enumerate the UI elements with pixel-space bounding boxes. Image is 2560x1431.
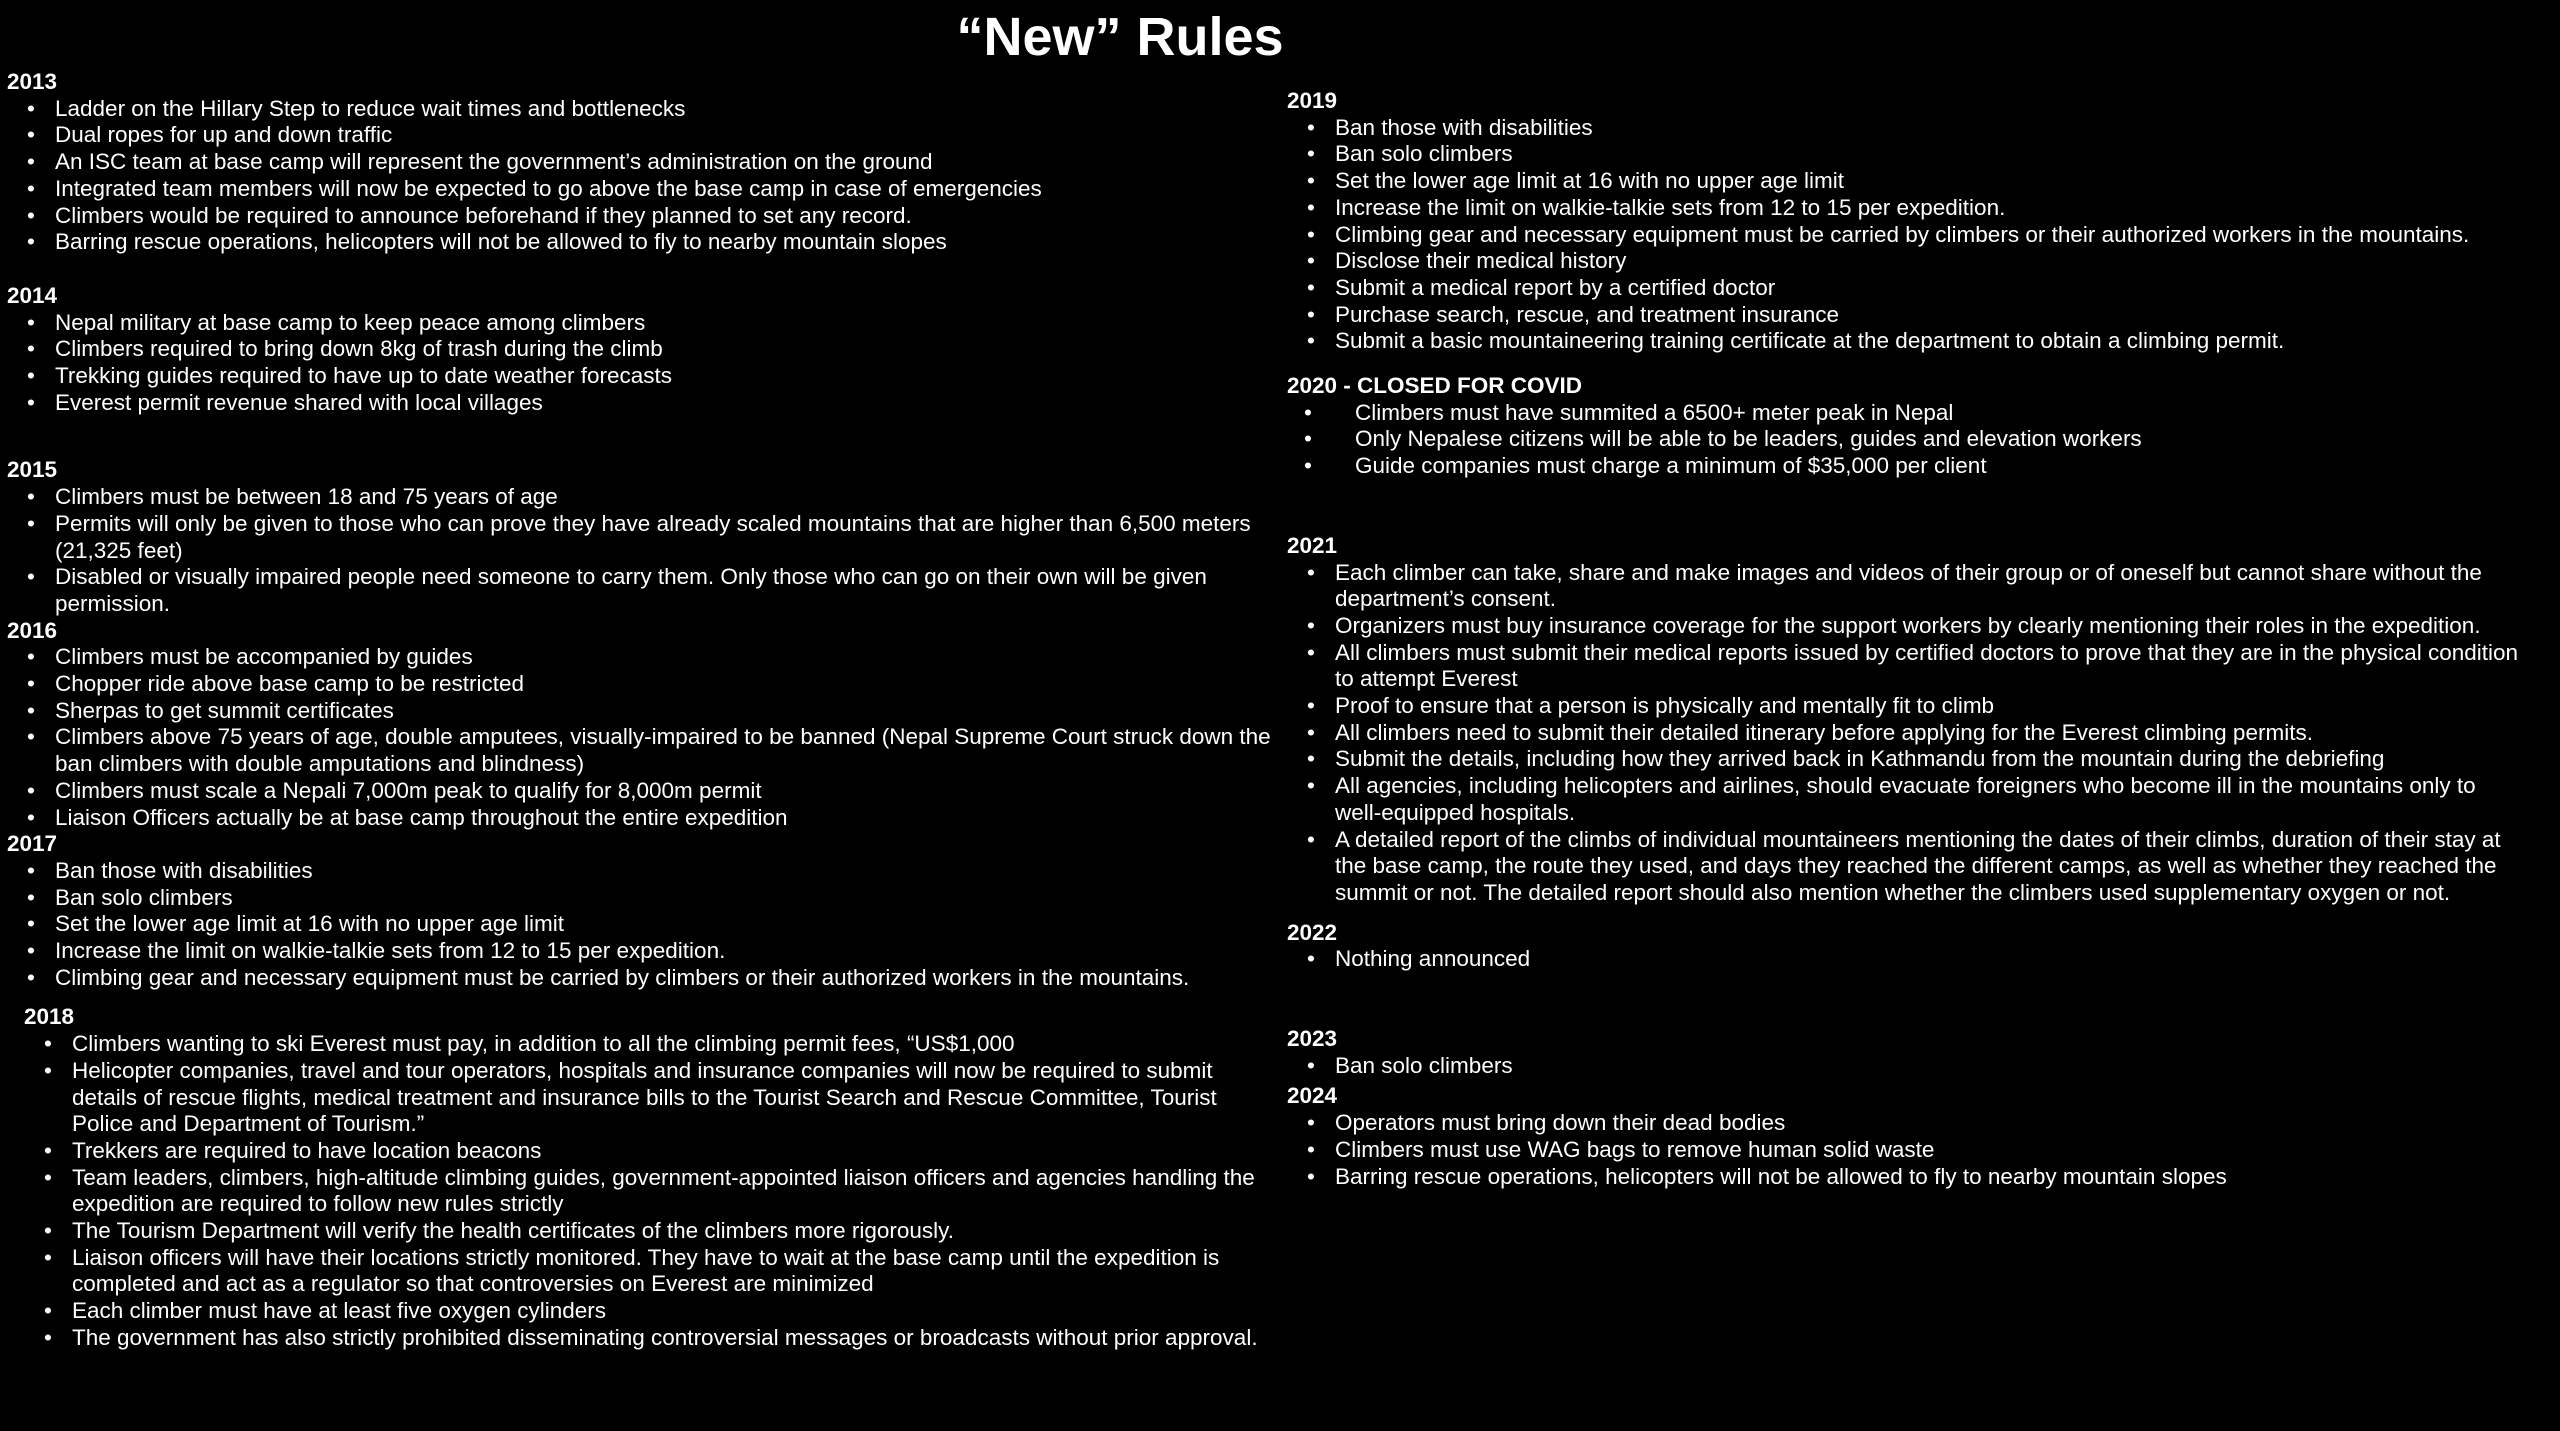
rule-text: Submit the details, including how they arrived back in Kathmandu from the mountain during the debriefing <box>1335 746 2385 772</box>
rule-list <box>1287 1110 2527 1190</box>
year-section-2018 <box>7 1004 1277 1351</box>
bullet-icon: • <box>27 229 35 255</box>
rule-text: Set the lower age limit at 16 with no upper age limit <box>55 911 565 937</box>
rule-item <box>7 698 1277 725</box>
rule-text: Climbers must be between 18 and 75 years of age <box>55 484 558 510</box>
rule-text: Climbers would be required to announce beforehand if they planned to set any record. <box>55 202 912 228</box>
bullet-icon: • <box>27 777 35 803</box>
rule-item <box>7 149 1277 176</box>
rule-item <box>1287 720 2527 747</box>
rule-text: Permits will only be given to those who can prove they have already scaled mountains that are higher than 6,500 meters (21,325 feet) <box>55 510 1251 563</box>
rule-item <box>7 176 1277 203</box>
rule-text: Ban solo climbers <box>1335 1052 1513 1078</box>
rule-item <box>1287 773 2527 826</box>
rule-item <box>7 965 1277 992</box>
bullet-icon: • <box>27 336 35 362</box>
rule-item <box>7 1325 1277 1352</box>
year-heading: 2016 <box>7 617 58 643</box>
rule-item <box>7 1298 1277 1325</box>
rule-item <box>7 778 1277 805</box>
rule-item <box>7 1165 1277 1218</box>
rule-text: Ban solo climbers <box>1335 141 1513 167</box>
bullet-icon: • <box>27 671 35 696</box>
rule-text: Submit a medical report by a certified doctor <box>1335 274 1776 300</box>
rule-text: An ISC team at base camp will represent the government’s administration on the ground <box>55 149 933 175</box>
bullet-icon: • <box>1307 221 1315 247</box>
rule-text: Organizers must buy insurance coverage for the support workers by clearly mentioning their roles in the expedition. <box>1335 612 2481 638</box>
rule-list <box>1287 400 2527 480</box>
rule-text: Disabled or visually impaired people need someone to carry them. Only those who can go on their own will be given permission. <box>55 564 1207 616</box>
rule-item <box>7 644 1277 671</box>
page-title: “New” Rules <box>956 7 1284 67</box>
bullet-icon: • <box>27 697 35 723</box>
rule-list <box>7 644 1277 831</box>
rule-text: Climbing gear and necessary equipment must be carried by climbers or their authorized workers in the mountains. <box>1335 221 2470 247</box>
rule-list <box>7 484 1277 618</box>
bullet-icon: • <box>1307 141 1315 167</box>
bullet-icon: • <box>1307 1110 1315 1136</box>
year-heading: 2017 <box>7 831 58 857</box>
rule-item <box>1287 195 2527 222</box>
bullet-icon: • <box>1307 248 1315 274</box>
bullet-icon: • <box>27 911 35 937</box>
bullet-icon: • <box>44 1244 52 1270</box>
rule-text: Trekking guides required to have up to date weather forecasts <box>55 363 673 388</box>
year-section-2014 <box>7 283 1277 417</box>
rule-text: Liaison Officers actually be at base camp throughout the entire expedition <box>55 804 788 830</box>
year-heading: 2020 - CLOSED FOR COVID <box>1287 373 1583 399</box>
bullet-icon: • <box>44 1137 52 1163</box>
bullet-icon: • <box>27 938 35 964</box>
rule-text: Guide companies must charge a minimum of $35,000 per client <box>1355 453 1987 479</box>
bullet-icon: • <box>44 1164 52 1190</box>
bullet-icon: • <box>1307 1052 1315 1078</box>
bullet-icon: • <box>44 1057 52 1083</box>
bullet-icon: • <box>27 149 35 175</box>
bullet-icon: • <box>27 510 35 536</box>
rule-item <box>1287 115 2527 142</box>
bullet-icon: • <box>27 484 35 510</box>
left-column <box>7 69 1277 1352</box>
year-section-2022 <box>1287 920 2527 973</box>
rule-item <box>1287 1110 2527 1137</box>
rule-item <box>1287 328 2527 355</box>
rule-text: Climbers wanting to ski Everest must pay, in addition to all the climbing permit fees, “US$1,000 <box>72 1031 1015 1057</box>
rule-item <box>7 336 1277 363</box>
rule-text: Team leaders, climbers, high-altitude climbing guides, government-appointed liaison officers and agencies handling the expedition are required to follow new rules strictly <box>72 1164 1255 1217</box>
rule-text: Ban those with disabilities <box>55 857 313 883</box>
rule-item <box>7 1245 1277 1298</box>
rule-item <box>7 885 1277 912</box>
rule-text: Increase the limit on walkie-talkie sets from 12 to 15 per expedition. <box>1335 194 2006 220</box>
bullet-icon: • <box>27 857 35 883</box>
rule-list <box>7 858 1277 992</box>
rule-list <box>1287 115 2527 355</box>
rule-item <box>1287 746 2527 773</box>
rule-item <box>7 1058 1277 1138</box>
rule-text: Dual ropes for up and down traffic <box>55 122 393 148</box>
bullet-icon: • <box>1307 168 1315 194</box>
rule-item <box>7 671 1277 698</box>
year-section-2020 <box>1287 373 2527 480</box>
rule-text: Liaison officers will have their locations strictly monitored. They have to wait at the base camp until the expedition is completed and act as a regulator so that controversies on Everest are minimized <box>72 1244 1220 1297</box>
year-heading: 2013 <box>7 69 58 94</box>
rule-text: Proof to ensure that a person is physically and mentally fit to climb <box>1335 693 1995 719</box>
rule-item <box>1287 302 2527 329</box>
rule-item <box>7 858 1277 885</box>
year-section-2015 <box>7 457 1277 617</box>
bullet-icon: • <box>1307 559 1315 585</box>
rule-text: Trekkers are required to have location beacons <box>72 1137 542 1163</box>
rule-item <box>1287 141 2527 168</box>
rule-item <box>7 484 1277 511</box>
bullet-icon: • <box>1307 693 1315 719</box>
rule-item <box>7 724 1277 777</box>
rule-text: Barring rescue operations, helicopters will not be allowed to fly to nearby mountain slopes <box>1335 1163 2227 1189</box>
right-column <box>1287 88 2527 1190</box>
rule-item <box>7 229 1277 256</box>
rule-item <box>7 1031 1277 1058</box>
rule-text: All agencies, including helicopters and airlines, should evacuate foreigners who become ill in the mountains only to well-equipped hospitals. <box>1335 773 2476 825</box>
bullet-icon: • <box>1307 612 1315 638</box>
rule-item <box>1287 560 2527 613</box>
rule-text: Ban solo climbers <box>55 884 233 910</box>
bullet-icon: • <box>1307 301 1315 327</box>
year-section-2013 <box>7 69 1277 256</box>
rule-text: Climbers must scale a Nepali 7,000m peak to qualify for 8,000m permit <box>55 777 762 803</box>
rule-item <box>1287 453 2527 480</box>
bullet-icon: • <box>1307 946 1315 972</box>
rule-text: All climbers must submit their medical reports issued by certified doctors to prove that they are in the physical condition to attempt Everest <box>1335 639 2519 692</box>
bullet-icon: • <box>27 95 35 121</box>
rule-item <box>1287 640 2527 693</box>
rule-list <box>7 1031 1277 1351</box>
bullet-icon: • <box>1307 746 1315 772</box>
rule-text: Climbers must be accompanied by guides <box>55 644 473 670</box>
rule-list <box>1287 1053 2527 1080</box>
bullet-icon: • <box>44 1324 52 1350</box>
year-section-2023 <box>1287 1026 2527 1079</box>
rule-text: Climbing gear and necessary equipment must be carried by climbers or their authorized workers in the mountains. <box>55 964 1190 990</box>
year-heading: 2021 <box>1287 532 1338 558</box>
rule-item <box>7 122 1277 149</box>
rule-item <box>1287 1137 2527 1164</box>
rule-item <box>1287 248 2527 275</box>
bullet-icon: • <box>1304 426 1312 452</box>
year-section-2016 <box>7 618 1277 832</box>
rule-item <box>7 363 1277 390</box>
bullet-icon: • <box>1307 1136 1315 1162</box>
bullet-icon: • <box>1307 328 1315 354</box>
rule-item <box>1287 168 2527 195</box>
rule-item <box>1287 1164 2527 1191</box>
rule-text: Chopper ride above base camp to be restricted <box>55 671 525 696</box>
year-heading: 2019 <box>1287 88 1338 113</box>
rule-text: Sherpas to get summit certificates <box>55 697 394 723</box>
bullet-icon: • <box>1304 399 1312 425</box>
year-heading: 2022 <box>1287 919 1338 945</box>
rule-item <box>1287 1053 2527 1080</box>
rule-item <box>7 564 1277 617</box>
bullet-icon: • <box>27 122 35 148</box>
rule-text: The Tourism Department will verify the health certificates of the climbers more rigorously. <box>72 1218 954 1244</box>
bullet-icon: • <box>27 564 35 590</box>
rule-list <box>1287 946 2527 973</box>
rule-text: Purchase search, rescue, and treatment insurance <box>1335 301 1840 327</box>
rule-item <box>7 1138 1277 1165</box>
year-section-2019 <box>1287 88 2527 355</box>
bullet-icon: • <box>27 175 35 201</box>
rule-text: Nepal military at base camp to keep peace among climbers <box>55 309 646 335</box>
year-section-2024 <box>1287 1083 2527 1190</box>
bullet-icon: • <box>1307 773 1315 799</box>
rule-text: Each climber can take, share and make images and videos of their group or of oneself but cannot share without the department’s consent. <box>1335 559 2482 612</box>
rule-item <box>1287 613 2527 640</box>
rule-list <box>7 310 1277 417</box>
rule-text: Operators must bring down their dead bodies <box>1335 1110 1786 1136</box>
bullet-icon: • <box>27 202 35 228</box>
bullet-icon: • <box>1307 1163 1315 1189</box>
rule-text: A detailed report of the climbs of individual mountaineers mentioning the dates of their climbs, duration of their stay at the base camp, the route they used, and days they reached the different camps, as well as whether they reached the summit or not. The detailed report should also mention whether the climbers used supplementary oxygen or not. <box>1335 826 2501 905</box>
rule-text: Climbers above 75 years of age, double amputees, visually-impaired to be banned (Nepal Supreme Court struck down the ban climbers with double amputations and blindness) <box>55 724 1271 777</box>
bullet-icon: • <box>27 964 35 990</box>
rule-text: Submit a basic mountaineering training certificate at the department to obtain a climbing permit. <box>1335 328 2285 354</box>
rule-item <box>7 310 1277 337</box>
bullet-icon: • <box>44 1298 52 1324</box>
rule-item <box>7 1218 1277 1245</box>
rule-item <box>7 911 1277 938</box>
rule-text: Increase the limit on walkie-talkie sets from 12 to 15 per expedition. <box>55 938 726 964</box>
rule-text: Ban those with disabilities <box>1335 114 1593 140</box>
bullet-icon: • <box>1307 719 1315 745</box>
bullet-icon: • <box>27 644 35 670</box>
bullet-icon: • <box>44 1031 52 1057</box>
rule-item <box>1287 426 2527 453</box>
rule-text: All climbers need to submit their detailed itinerary before applying for the Everest climbing permits. <box>1335 719 2313 745</box>
bullet-icon: • <box>1304 453 1312 479</box>
rule-item <box>1287 946 2527 973</box>
rule-item <box>1287 400 2527 427</box>
rule-item <box>1287 275 2527 302</box>
bullet-icon: • <box>27 804 35 830</box>
rule-text: Climbers required to bring down 8kg of trash during the climb <box>55 336 663 362</box>
rule-item <box>7 96 1277 123</box>
rule-text: Helicopter companies, travel and tour operators, hospitals and insurance companies will now be required to submit details of rescue flights, medical treatment and insurance bills to the Tourist Search and Rescue Committee, Tourist Police and Department of Tourism.” <box>72 1057 1217 1137</box>
rule-text: Climbers must have summited a 6500+ meter peak in Nepal <box>1355 399 1954 425</box>
year-section-2017 <box>7 831 1277 991</box>
rule-text: Ladder on the Hillary Step to reduce wait times and bottlenecks <box>55 95 686 121</box>
rule-text: The government has also strictly prohibited disseminating controversial messages or broadcasts without prior approval. <box>72 1324 1258 1350</box>
rule-text: Nothing announced <box>1335 946 1531 972</box>
rule-text: Only Nepalese citizens will be able to be leaders, guides and elevation workers <box>1355 426 2142 452</box>
bullet-icon: • <box>27 724 35 750</box>
bullet-icon: • <box>1307 194 1315 220</box>
rule-text: Set the lower age limit at 16 with no upper age limit <box>1335 168 1845 194</box>
bullet-icon: • <box>44 1218 52 1244</box>
rule-item <box>7 203 1277 230</box>
bullet-icon: • <box>27 309 35 335</box>
bullet-icon: • <box>27 884 35 910</box>
year-heading: 2023 <box>1287 1026 1338 1052</box>
year-heading: 2015 <box>7 457 58 483</box>
year-heading: 2014 <box>7 282 58 308</box>
year-section-2021 <box>1287 533 2527 907</box>
rule-item <box>7 390 1277 417</box>
bullet-icon: • <box>1307 274 1315 300</box>
rule-list <box>7 96 1277 256</box>
year-heading: 2024 <box>1287 1083 1338 1109</box>
rule-item <box>7 938 1277 965</box>
rule-text: Everest permit revenue shared with local villages <box>55 389 543 415</box>
bullet-icon: • <box>1307 639 1315 665</box>
rule-item <box>1287 693 2527 720</box>
rule-item <box>7 511 1277 564</box>
bullet-icon: • <box>27 363 35 388</box>
rule-item <box>1287 222 2527 249</box>
rule-item <box>7 805 1277 832</box>
rule-text: Integrated team members will now be expected to go above the base camp in case of emergencies <box>55 175 1042 201</box>
rule-text: Barring rescue operations, helicopters will not be allowed to fly to nearby mountain slopes <box>55 229 947 255</box>
rule-text: Climbers must use WAG bags to remove human solid waste <box>1335 1136 1935 1162</box>
bullet-icon: • <box>1307 114 1315 140</box>
bullet-icon: • <box>27 389 35 415</box>
rule-text: Disclose their medical history <box>1335 248 1627 274</box>
rule-text: Each climber must have at least five oxygen cylinders <box>72 1298 606 1324</box>
year-heading: 2018 <box>24 1004 75 1030</box>
rule-list <box>1287 560 2527 907</box>
rule-item <box>1287 827 2527 907</box>
bullet-icon: • <box>1307 826 1315 852</box>
